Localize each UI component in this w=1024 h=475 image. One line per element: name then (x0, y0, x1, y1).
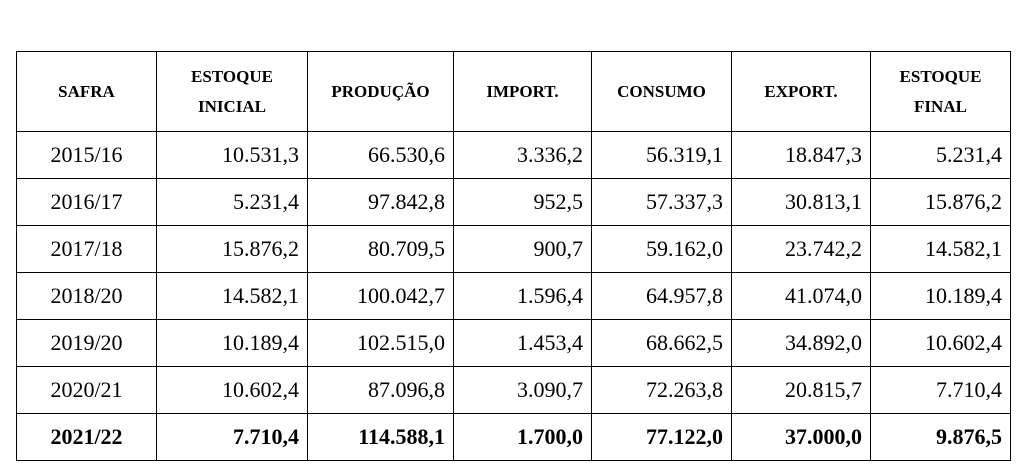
table-row (17, 367, 1011, 414)
cell-producao: 66.530,6 (308, 132, 454, 179)
table-row (17, 226, 1011, 273)
cell-export: 30.813,1 (732, 179, 871, 226)
cell-producao: 114.588,1 (308, 414, 454, 461)
cell-producao: 97.842,8 (308, 179, 454, 226)
table-row (17, 179, 1011, 226)
cell-estoque-final: 10.602,4 (871, 320, 1011, 367)
table-row-total (17, 414, 1011, 461)
cell-estoque-inicial: 14.582,1 (157, 273, 308, 320)
cell-consumo: 57.337,3 (592, 179, 732, 226)
cell-safra: 2020/21 (17, 367, 157, 414)
cell-safra: 2018/20 (17, 273, 157, 320)
cell-import: 3.336,2 (454, 132, 592, 179)
cell-estoque-inicial: 5.231,4 (157, 179, 308, 226)
table-row (17, 132, 1011, 179)
cell-producao: 102.515,0 (308, 320, 454, 367)
cell-estoque-inicial: 15.876,2 (157, 226, 308, 273)
header-safra: SAFRA (17, 52, 157, 132)
cell-import: 952,5 (454, 179, 592, 226)
supply-table (16, 51, 1011, 461)
cell-export: 34.892,0 (732, 320, 871, 367)
cell-producao: 87.096,8 (308, 367, 454, 414)
cell-consumo: 68.662,5 (592, 320, 732, 367)
cell-estoque-final: 9.876,5 (871, 414, 1011, 461)
cell-safra: 2016/17 (17, 179, 157, 226)
cell-consumo: 64.957,8 (592, 273, 732, 320)
cell-producao: 80.709,5 (308, 226, 454, 273)
cell-estoque-final: 15.876,2 (871, 179, 1011, 226)
cell-consumo: 77.122,0 (592, 414, 732, 461)
cell-estoque-inicial: 10.602,4 (157, 367, 308, 414)
table-row (17, 320, 1011, 367)
header-producao: PRODUÇÃO (308, 52, 454, 132)
cell-safra: 2017/18 (17, 226, 157, 273)
cell-estoque-inicial: 10.189,4 (157, 320, 308, 367)
cell-estoque-inicial: 7.710,4 (157, 414, 308, 461)
cell-producao: 100.042,7 (308, 273, 454, 320)
cell-export: 18.847,3 (732, 132, 871, 179)
cell-estoque-inicial: 10.531,3 (157, 132, 308, 179)
header-row (17, 52, 1011, 132)
cell-import: 1.453,4 (454, 320, 592, 367)
cell-consumo: 56.319,1 (592, 132, 732, 179)
cell-consumo: 72.263,8 (592, 367, 732, 414)
cell-export: 23.742,2 (732, 226, 871, 273)
cell-export: 37.000,0 (732, 414, 871, 461)
cell-safra: 2019/20 (17, 320, 157, 367)
cell-import: 3.090,7 (454, 367, 592, 414)
cell-import: 1.596,4 (454, 273, 592, 320)
cell-export: 41.074,0 (732, 273, 871, 320)
cell-safra: 2021/22 (17, 414, 157, 461)
table-row (17, 273, 1011, 320)
cell-estoque-final: 7.710,4 (871, 367, 1011, 414)
header-consumo: CONSUMO (592, 52, 732, 132)
header-estoque-inicial: ESTOQUE INICIAL (157, 52, 308, 132)
cell-import: 1.700,0 (454, 414, 592, 461)
cell-estoque-final: 5.231,4 (871, 132, 1011, 179)
header-export: EXPORT. (732, 52, 871, 132)
cell-safra: 2015/16 (17, 132, 157, 179)
header-estoque-final: ESTOQUE FINAL (871, 52, 1011, 132)
cell-export: 20.815,7 (732, 367, 871, 414)
cell-estoque-final: 14.582,1 (871, 226, 1011, 273)
cell-import: 900,7 (454, 226, 592, 273)
cell-consumo: 59.162,0 (592, 226, 732, 273)
cell-estoque-final: 10.189,4 (871, 273, 1011, 320)
header-import: IMPORT. (454, 52, 592, 132)
